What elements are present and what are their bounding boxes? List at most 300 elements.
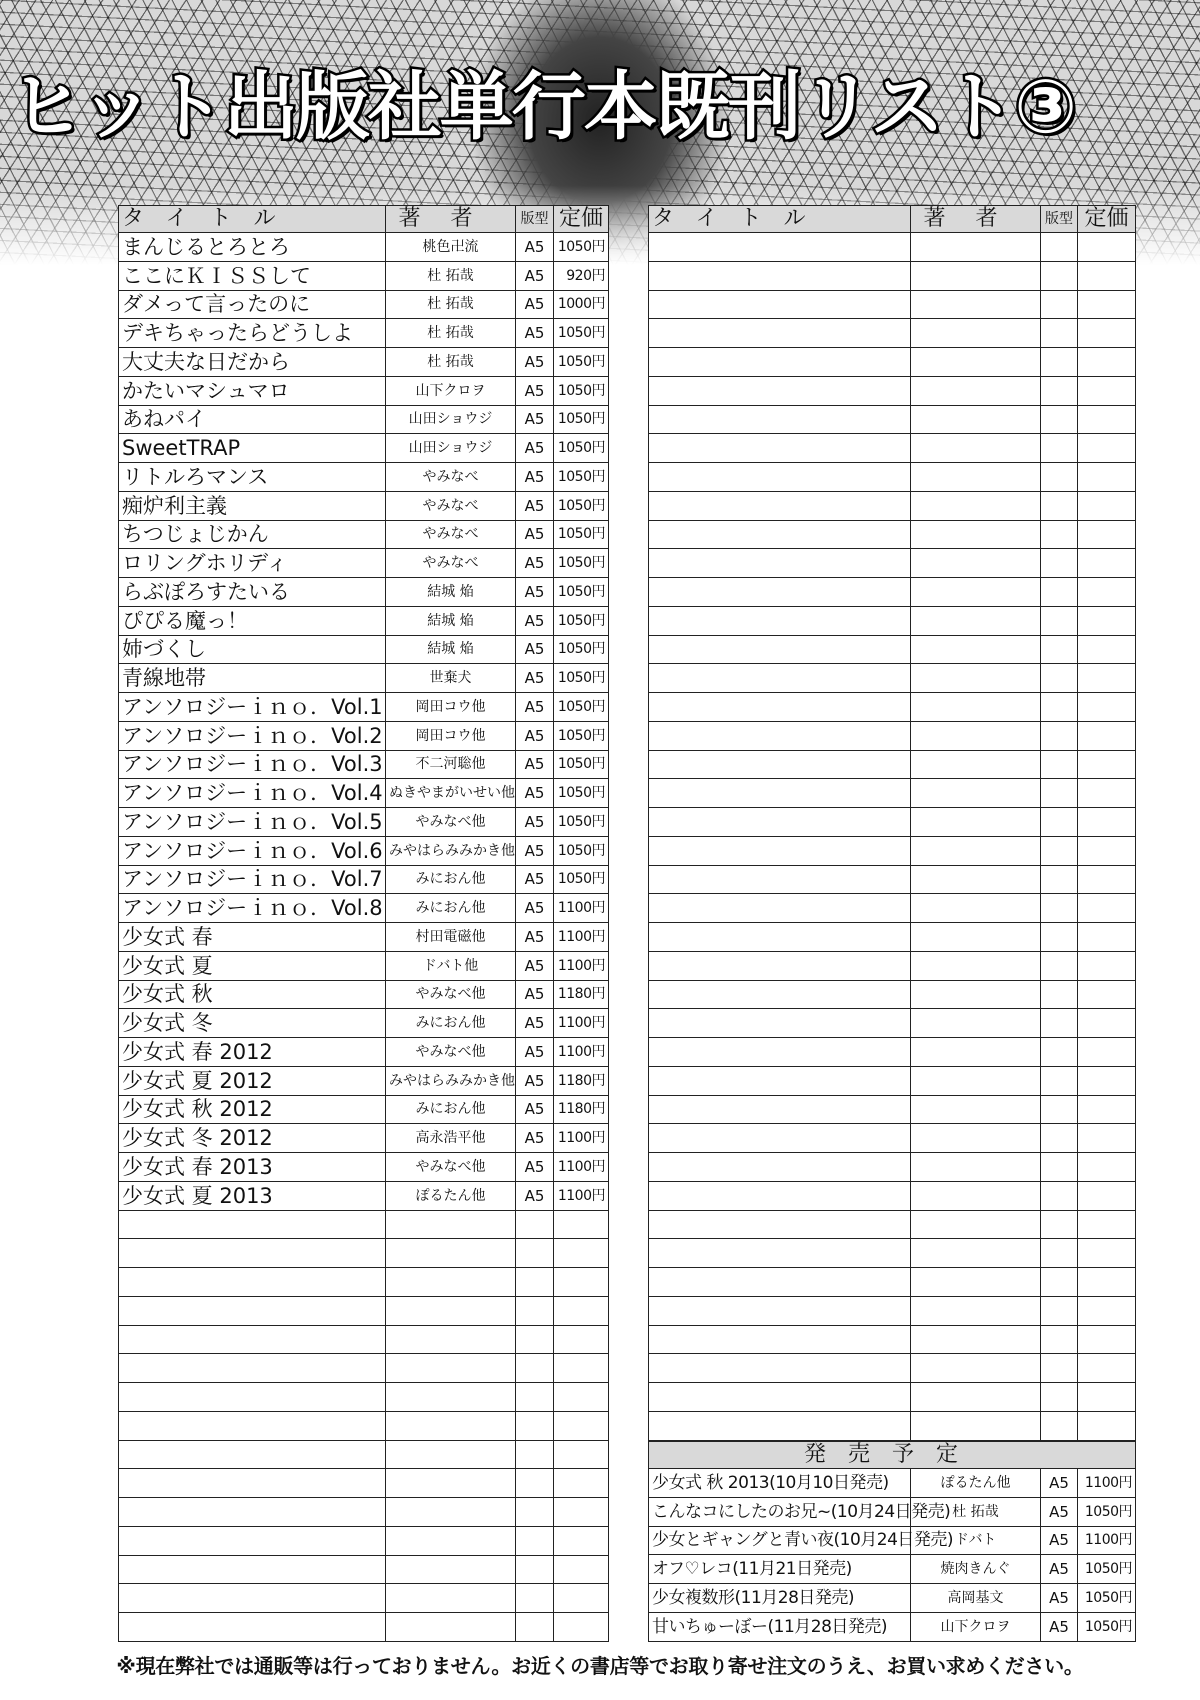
cell-format: A5: [516, 1124, 554, 1153]
cell-price: [1078, 1383, 1136, 1412]
cell-author: やみなべ他: [386, 1153, 516, 1182]
cell-title: [119, 1296, 386, 1325]
cell-price: 1100円: [1078, 1526, 1136, 1555]
backlist-table-right: [648, 205, 1136, 1441]
empty-row: [649, 635, 1136, 664]
cell-price: [1078, 1354, 1136, 1383]
cell-title: [649, 319, 911, 348]
cell-author: ドバト他: [386, 951, 516, 980]
table-row: [119, 1066, 609, 1095]
cell-price: [554, 1613, 609, 1642]
cell-format: A5: [516, 635, 554, 664]
cell-author: ぽるたん他: [386, 1181, 516, 1210]
cell-price: [554, 1526, 609, 1555]
cell-format: A5: [516, 951, 554, 980]
cell-author: [911, 1066, 1041, 1095]
empty-row: [649, 376, 1136, 405]
cell-price: [554, 1555, 609, 1584]
table-row: [119, 261, 609, 290]
cell-author: [911, 261, 1041, 290]
cell-author: 岡田コウ他: [386, 721, 516, 750]
cell-price: [554, 1440, 609, 1469]
cell-title: [119, 1325, 386, 1354]
table-row: [119, 405, 609, 434]
table-row: [119, 578, 609, 607]
cell-format: [1041, 836, 1078, 865]
cell-format: [1041, 951, 1078, 980]
cell-title: [119, 1354, 386, 1383]
cell-author: 山田ショウジ: [386, 434, 516, 463]
cell-author: [911, 750, 1041, 779]
empty-row: [649, 1181, 1136, 1210]
empty-row: [649, 664, 1136, 693]
cell-author: [386, 1555, 516, 1584]
cell-format: [1041, 233, 1078, 262]
cell-price: [1078, 980, 1136, 1009]
cell-price: [1078, 261, 1136, 290]
cell-format: A5: [516, 894, 554, 923]
cell-price: [1078, 606, 1136, 635]
cell-author: 杜 拓哉: [386, 261, 516, 290]
cell-format: A5: [516, 1153, 554, 1182]
cell-title: アンソロジーｉｎｏ．Vol.2: [119, 721, 386, 750]
empty-row: [649, 348, 1136, 377]
cell-author: 杜 拓哉: [386, 348, 516, 377]
table-row: [649, 1584, 1136, 1613]
empty-row: [649, 434, 1136, 463]
cell-title: らぶぽろすたいる: [119, 578, 386, 607]
empty-row: [649, 1124, 1136, 1153]
cell-author: [386, 1411, 516, 1440]
cell-price: [1078, 1009, 1136, 1038]
cell-price: 1050円: [554, 808, 609, 837]
cell-format: [1041, 1268, 1078, 1297]
cell-title: オフ♡レコ(11月21日発売): [649, 1555, 911, 1584]
cell-price: [1078, 463, 1136, 492]
empty-row: [649, 261, 1136, 290]
cell-title: [649, 721, 911, 750]
table-row: [119, 606, 609, 635]
cell-author: やみなべ: [386, 549, 516, 578]
cell-price: 1050円: [554, 319, 609, 348]
cell-format: A5: [1041, 1469, 1078, 1498]
empty-row: [119, 1555, 609, 1584]
cell-title: [649, 578, 911, 607]
table-row: [119, 1038, 609, 1067]
cell-price: 1050円: [554, 549, 609, 578]
cell-price: [554, 1210, 609, 1239]
cell-author: [911, 491, 1041, 520]
cell-format: A5: [516, 290, 554, 319]
cell-format: A5: [516, 664, 554, 693]
cell-format: [516, 1383, 554, 1412]
footer-notice: ※現在弊社では通販等は行っておりません。お近くの書店等でお取り寄せ注文のうえ、お買い求めください。: [116, 1654, 1084, 1678]
table-row: [119, 865, 609, 894]
cell-author: みにおん他: [386, 1095, 516, 1124]
table-row: [649, 1555, 1136, 1584]
cell-price: [1078, 664, 1136, 693]
page-title: ヒット出版社単行本既刊リスト③: [10, 64, 1075, 150]
cell-author: 山田ショウジ: [386, 405, 516, 434]
cell-format: [1041, 1354, 1078, 1383]
cell-price: [1078, 233, 1136, 262]
cell-format: [1041, 750, 1078, 779]
cell-author: [911, 606, 1041, 635]
cell-title: [649, 750, 911, 779]
cell-format: [1041, 261, 1078, 290]
cell-title: [119, 1555, 386, 1584]
cell-author: [911, 434, 1041, 463]
cell-price: 1050円: [554, 750, 609, 779]
cell-format: A5: [516, 233, 554, 262]
cell-format: A5: [516, 808, 554, 837]
cell-price: [1078, 808, 1136, 837]
empty-row: [649, 520, 1136, 549]
cell-author: 不二河聡他: [386, 750, 516, 779]
cell-format: [1041, 779, 1078, 808]
cell-title: [649, 693, 911, 722]
empty-row: [119, 1440, 609, 1469]
cell-author: みにおん他: [386, 865, 516, 894]
cell-format: A5: [516, 463, 554, 492]
cell-format: A5: [1041, 1555, 1078, 1584]
cell-price: 1180円: [554, 980, 609, 1009]
table-row: [119, 635, 609, 664]
empty-row: [119, 1411, 609, 1440]
cell-format: A5: [1041, 1612, 1078, 1641]
empty-row: [649, 405, 1136, 434]
cell-format: [516, 1555, 554, 1584]
empty-row: [649, 1095, 1136, 1124]
cell-format: A5: [516, 1038, 554, 1067]
cell-title: ダメって言ったのに: [119, 290, 386, 319]
cell-title: [649, 1296, 911, 1325]
cell-price: [1078, 1325, 1136, 1354]
cell-price: 920円: [554, 261, 609, 290]
cell-format: A5: [516, 865, 554, 894]
cell-title: 姉づくし: [119, 635, 386, 664]
table-row: [119, 491, 609, 520]
cell-price: [1078, 1411, 1136, 1440]
cell-format: A5: [516, 836, 554, 865]
cell-title: [649, 1411, 911, 1440]
cell-title: アンソロジーｉｎｏ．Vol.4: [119, 779, 386, 808]
empty-row: [649, 1239, 1136, 1268]
empty-row: [649, 491, 1136, 520]
empty-row: [119, 1239, 609, 1268]
cell-title: アンソロジーｉｎｏ．Vol.5: [119, 808, 386, 837]
cell-price: [554, 1325, 609, 1354]
cell-author: [386, 1526, 516, 1555]
cell-price: [1078, 1210, 1136, 1239]
cell-title: [119, 1383, 386, 1412]
cell-price: [1078, 549, 1136, 578]
cell-author: 村田電磁他: [386, 923, 516, 952]
cell-format: A5: [516, 376, 554, 405]
cell-title: [649, 635, 911, 664]
cell-title: [649, 1354, 911, 1383]
cell-price: [554, 1239, 609, 1268]
cell-author: 高岡基文: [911, 1584, 1041, 1613]
cell-price: [1078, 865, 1136, 894]
cell-author: 杜 拓哉: [386, 290, 516, 319]
cell-format: [1041, 434, 1078, 463]
cell-price: 1050円: [554, 578, 609, 607]
cell-title: ここにＫＩＳＳして: [119, 261, 386, 290]
cell-author: みにおん他: [386, 1009, 516, 1038]
cell-author: 世棄犬: [386, 664, 516, 693]
cell-format: [1041, 578, 1078, 607]
cell-author: [911, 405, 1041, 434]
table-row: [119, 808, 609, 837]
cell-author: ドバト: [911, 1526, 1041, 1555]
cell-author: 山下クロヲ: [911, 1612, 1041, 1641]
cell-author: [911, 319, 1041, 348]
empty-row: [119, 1584, 609, 1613]
cell-title: [649, 664, 911, 693]
cell-format: A5: [516, 606, 554, 635]
empty-row: [119, 1526, 609, 1555]
empty-row: [649, 463, 1136, 492]
cell-price: 1050円: [554, 779, 609, 808]
cell-author: [911, 1153, 1041, 1182]
cell-price: 1050円: [1078, 1497, 1136, 1526]
cell-title: [649, 1325, 911, 1354]
cell-format: A5: [516, 434, 554, 463]
cell-format: [1041, 1325, 1078, 1354]
cell-author: [911, 376, 1041, 405]
cell-format: [516, 1239, 554, 1268]
cell-format: [1041, 376, 1078, 405]
cell-author: [386, 1440, 516, 1469]
empty-row: [119, 1296, 609, 1325]
cell-title: [649, 348, 911, 377]
cell-title: SweetTRAP: [119, 434, 386, 463]
cell-author: [911, 980, 1041, 1009]
empty-row: [649, 923, 1136, 952]
cell-format: [516, 1296, 554, 1325]
cell-price: [1078, 894, 1136, 923]
cell-title: 少女式 春 2013: [119, 1153, 386, 1182]
table-row: [119, 1095, 609, 1124]
empty-row: [649, 1153, 1136, 1182]
cell-title: [649, 1153, 911, 1182]
cell-format: [1041, 319, 1078, 348]
cell-price: [1078, 721, 1136, 750]
cell-format: [1041, 693, 1078, 722]
cell-author: やみなべ: [386, 520, 516, 549]
cell-price: [554, 1296, 609, 1325]
cell-title: 少女式 秋 2012: [119, 1095, 386, 1124]
cell-author: [911, 1411, 1041, 1440]
table-row: [119, 434, 609, 463]
empty-row: [649, 865, 1136, 894]
cell-format: [1041, 808, 1078, 837]
cell-author: [911, 290, 1041, 319]
cell-title: [649, 1210, 911, 1239]
cell-price: [554, 1383, 609, 1412]
cell-title: 大丈夫な日だから: [119, 348, 386, 377]
cell-author: 高永浩平他: [386, 1124, 516, 1153]
cell-title: 少女式 春: [119, 923, 386, 952]
cell-format: A5: [516, 779, 554, 808]
cell-title: [649, 1124, 911, 1153]
header-author: 著者: [386, 206, 516, 233]
cell-title: [649, 1038, 911, 1067]
cell-title: 少女式 秋: [119, 980, 386, 1009]
cell-title: アンソロジーｉｎｏ．Vol.8: [119, 894, 386, 923]
cell-price: 1100円: [554, 1153, 609, 1182]
empty-row: [649, 606, 1136, 635]
cell-author: [911, 664, 1041, 693]
cell-title: [649, 1181, 911, 1210]
cell-price: 1050円: [554, 434, 609, 463]
cell-price: [1078, 578, 1136, 607]
cell-title: [119, 1239, 386, 1268]
empty-row: [649, 951, 1136, 980]
cell-title: [649, 1095, 911, 1124]
empty-row: [119, 1354, 609, 1383]
cell-format: [516, 1411, 554, 1440]
cell-price: [1078, 290, 1136, 319]
cell-price: 1180円: [554, 1066, 609, 1095]
cell-price: [1078, 635, 1136, 664]
cell-price: [1078, 405, 1136, 434]
empty-row: [649, 1411, 1136, 1440]
cell-format: A5: [516, 721, 554, 750]
cell-format: [1041, 348, 1078, 377]
cell-price: [1078, 951, 1136, 980]
table-row: [119, 750, 609, 779]
cell-format: [1041, 1009, 1078, 1038]
cell-format: A5: [516, 1009, 554, 1038]
cell-price: 1050円: [1078, 1584, 1136, 1613]
cell-format: A5: [516, 1095, 554, 1124]
cell-format: [1041, 721, 1078, 750]
upcoming-releases-table: [648, 1441, 1136, 1642]
empty-row: [119, 1498, 609, 1527]
table-row: [119, 233, 609, 262]
cell-author: [911, 1325, 1041, 1354]
upcoming-header: 発売予定: [649, 1442, 1136, 1469]
cell-format: [1041, 606, 1078, 635]
empty-row: [649, 578, 1136, 607]
cell-title: 少女式 夏 2013: [119, 1181, 386, 1210]
cell-format: [516, 1469, 554, 1498]
cell-price: [1078, 1268, 1136, 1297]
cell-title: [649, 808, 911, 837]
header-title: タイトル: [119, 206, 386, 233]
cell-author: [911, 721, 1041, 750]
cell-title: ロリングホリディ: [119, 549, 386, 578]
cell-format: A5: [516, 319, 554, 348]
cell-format: [516, 1325, 554, 1354]
cell-format: [516, 1268, 554, 1297]
cell-format: [516, 1440, 554, 1469]
cell-title: [649, 233, 911, 262]
cell-format: A5: [516, 1181, 554, 1210]
cell-price: 1050円: [554, 405, 609, 434]
cell-title: 少女式 冬: [119, 1009, 386, 1038]
empty-row: [649, 1210, 1136, 1239]
cell-price: [1078, 1038, 1136, 1067]
cell-author: [386, 1268, 516, 1297]
cell-price: [1078, 1239, 1136, 1268]
cell-format: [1041, 865, 1078, 894]
backlist-table-left: [118, 205, 609, 1642]
cell-title: [119, 1268, 386, 1297]
cell-title: [649, 980, 911, 1009]
cell-author: 杜 拓哉: [911, 1497, 1041, 1526]
table-row: [119, 463, 609, 492]
cell-format: [1041, 635, 1078, 664]
cell-format: [516, 1210, 554, 1239]
cell-price: 1050円: [554, 463, 609, 492]
cell-price: [1078, 836, 1136, 865]
table-row: [119, 376, 609, 405]
cell-title: リトルろマンス: [119, 463, 386, 492]
cell-author: やみなべ: [386, 491, 516, 520]
cell-author: [911, 779, 1041, 808]
cell-title: [119, 1469, 386, 1498]
cell-author: [911, 233, 1041, 262]
cell-title: 少女複数形(11月28日発売): [649, 1584, 911, 1613]
cell-author: [911, 1296, 1041, 1325]
cell-price: 1000円: [554, 290, 609, 319]
cell-price: 1100円: [554, 894, 609, 923]
cell-author: [911, 808, 1041, 837]
empty-row: [649, 1325, 1136, 1354]
cell-title: [119, 1526, 386, 1555]
cell-author: [386, 1613, 516, 1642]
cell-format: A5: [1041, 1584, 1078, 1613]
cell-price: 1050円: [554, 836, 609, 865]
cell-author: [911, 1095, 1041, 1124]
empty-row: [649, 233, 1136, 262]
cell-format: [1041, 1411, 1078, 1440]
cell-format: [1041, 923, 1078, 952]
cell-price: 1100円: [554, 1181, 609, 1210]
cell-author: [386, 1383, 516, 1412]
cell-format: [1041, 1239, 1078, 1268]
header-format: 版型: [516, 206, 554, 233]
table-row: [119, 664, 609, 693]
empty-row: [649, 1038, 1136, 1067]
cell-title: [649, 865, 911, 894]
cell-price: [554, 1411, 609, 1440]
cell-title: [649, 951, 911, 980]
cell-price: [1078, 750, 1136, 779]
cell-price: [1078, 923, 1136, 952]
table-row: [119, 290, 609, 319]
empty-row: [649, 779, 1136, 808]
cell-title: [649, 520, 911, 549]
empty-row: [649, 693, 1136, 722]
table-row: [649, 1612, 1136, 1641]
cell-author: [386, 1469, 516, 1498]
cell-format: [1041, 1383, 1078, 1412]
cell-price: [554, 1469, 609, 1498]
cell-title: ぴぴる魔っ！: [119, 606, 386, 635]
cell-price: [1078, 1153, 1136, 1182]
table-row: [119, 721, 609, 750]
table-row: [119, 1124, 609, 1153]
cell-author: 桃色卍流: [386, 233, 516, 262]
cell-title: 少女式 夏 2012: [119, 1066, 386, 1095]
cell-format: [1041, 549, 1078, 578]
cell-title: [119, 1498, 386, 1527]
cell-format: [1041, 1181, 1078, 1210]
